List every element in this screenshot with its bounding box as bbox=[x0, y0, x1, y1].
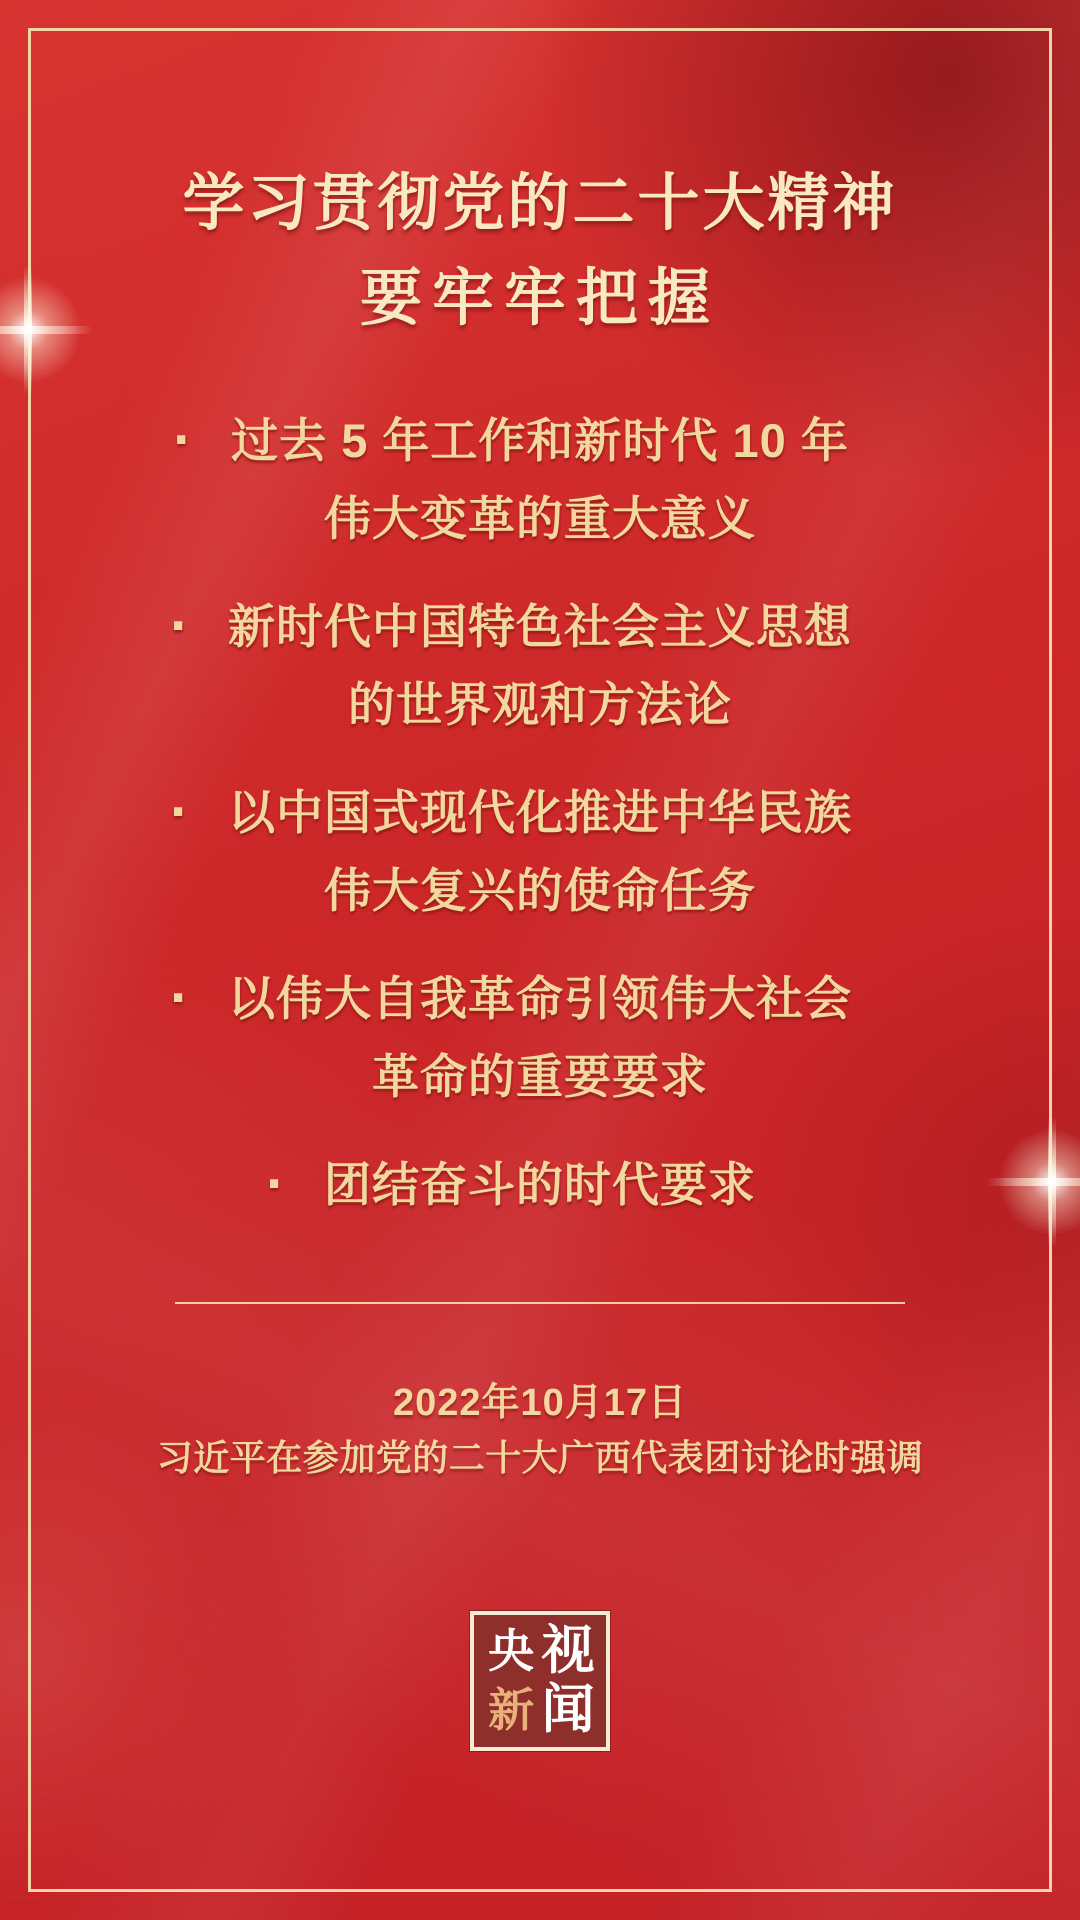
bullet-dot-icon: · bbox=[170, 965, 191, 1030]
bullet-dot-icon: · bbox=[173, 407, 194, 472]
bullet-line bbox=[0, 960, 1080, 1038]
logo-char-yang: 央 bbox=[488, 1624, 535, 1677]
attribution-text: 习近平在参加党的二十大广西代表团讨论时强调 bbox=[156, 1437, 924, 1478]
list-item bbox=[0, 960, 1080, 1116]
divider-line bbox=[175, 1302, 905, 1304]
logo-char-xin: 新 bbox=[488, 1683, 535, 1736]
bullet-text: 新时代中国特色社会主义思想 bbox=[228, 600, 852, 653]
bullet-text: 伟大复兴的使命任务 bbox=[324, 864, 756, 917]
bullet-dot-icon: · bbox=[266, 1151, 287, 1216]
list-item bbox=[0, 1146, 1080, 1224]
bullet-text: 以中国式现代化推进中华民族 bbox=[228, 786, 852, 839]
bullet-text: 革命的重要要求 bbox=[372, 1050, 708, 1103]
bullet-text: 团结奋斗的时代要求 bbox=[324, 1158, 756, 1211]
page-title bbox=[0, 156, 1080, 346]
bullet-line bbox=[0, 402, 1080, 480]
bullet-dot-icon: · bbox=[170, 593, 191, 658]
logo-char-wen: 闻 bbox=[541, 1680, 595, 1739]
logo-char-shi: 视 bbox=[541, 1621, 595, 1680]
bullet-line bbox=[0, 1146, 1080, 1224]
bullet-line bbox=[0, 588, 1080, 666]
list-item bbox=[0, 402, 1080, 558]
key-points-list bbox=[0, 402, 1080, 1254]
list-item bbox=[0, 588, 1080, 744]
bullet-text: 过去 5 年工作和新时代 10 年 bbox=[231, 414, 849, 467]
title-line-1: 学习贯彻党的二十大精神 bbox=[182, 169, 898, 238]
bullet-text: 以伟大自我革命引领伟大社会 bbox=[228, 972, 852, 1025]
bullet-dot-icon: · bbox=[170, 779, 191, 844]
bullet-line bbox=[0, 774, 1080, 852]
bullet-text: 的世界观和方法论 bbox=[348, 678, 732, 731]
title-line-2: 要牢牢把握 bbox=[359, 264, 720, 333]
cctv-news-logo bbox=[470, 1611, 610, 1751]
date-text: 2022年10月17日 bbox=[392, 1382, 688, 1424]
bullet-text: 伟大变革的重大意义 bbox=[324, 492, 756, 545]
list-item bbox=[0, 774, 1080, 930]
